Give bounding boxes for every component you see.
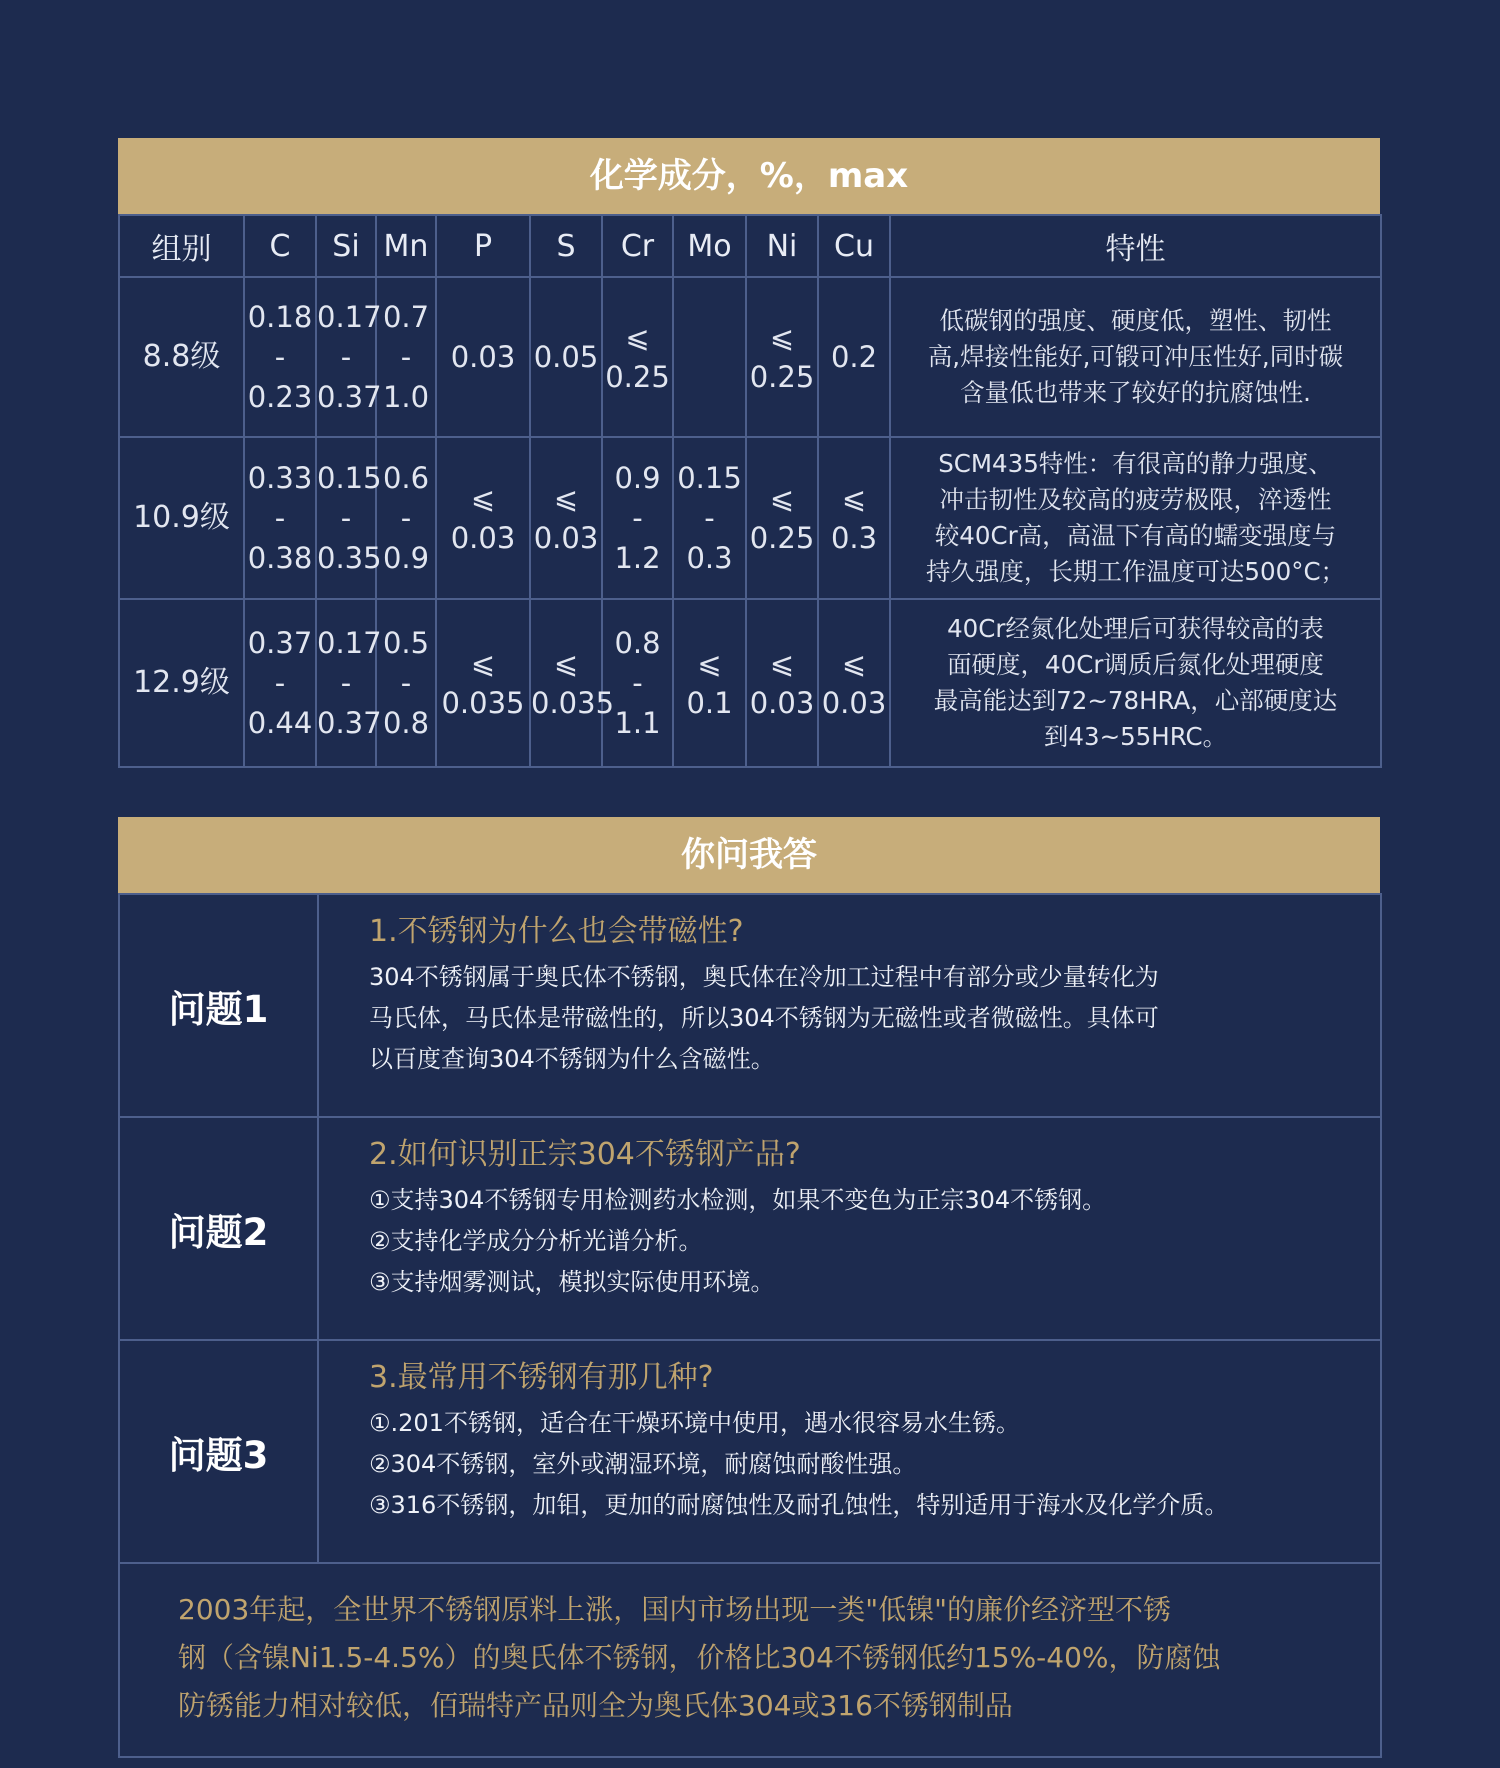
question-title: 3.最常用不锈钢有那几种? <box>369 1360 714 1395</box>
header-si: Si <box>316 215 376 277</box>
mo-cell: ⩽ 0.1 <box>673 599 746 767</box>
answer-line: 以百度查询304不锈钢为什么含磁性。 <box>369 1045 775 1073</box>
mo-cell <box>673 277 746 437</box>
note-cell <box>119 1563 1381 1757</box>
answer-line: ③316不锈钢，加钼，更加的耐腐蚀性及耐孔蚀性，特别适用于海水及化学介质。 <box>369 1491 1229 1519</box>
answer-cell <box>318 894 1381 1117</box>
answer-line: ②304不锈钢，室外或潮湿环境，耐腐蚀耐酸性强。 <box>369 1450 917 1478</box>
answer-line: ③支持烟雾测试，模拟实际使用环境。 <box>369 1268 775 1296</box>
cu-cell: ⩽ 0.03 <box>818 599 890 767</box>
header-c: C <box>244 215 316 277</box>
qa-row <box>119 894 1381 1117</box>
property-cell: SCM435特性：有很高的静力强度、 冲击韧性及较高的疲劳极限，淬透性 较40Cr高，高温下有高的蠕变强度与 持久强度，长期工作温度可达500°C； <box>890 437 1381 599</box>
ni-cell: ⩽ 0.25 <box>746 277 818 437</box>
header-s: S <box>530 215 602 277</box>
s-cell: ⩽ 0.03 <box>530 437 602 599</box>
question-title: 1.不锈钢为什么也会带磁性? <box>369 914 744 949</box>
answer-cell <box>318 1340 1381 1563</box>
cr-cell: 0.9 - 1.2 <box>602 437 673 599</box>
answer-line: 304不锈钢属于奥氏体不锈钢，奥氏体在冷加工过程中有部分或少量转化为 <box>369 963 1159 991</box>
header-ni: Ni <box>746 215 818 277</box>
cu-cell: 0.2 <box>818 277 890 437</box>
grade-cell: 8.8级 <box>119 277 244 437</box>
grade-cell: 12.9级 <box>119 599 244 767</box>
question-title: 2.如何识别正宗304不锈钢产品? <box>369 1137 801 1172</box>
question-label: 问题2 <box>119 1117 318 1340</box>
answer-line: 马氏体，马氏体是带磁性的，所以304不锈钢为无磁性或者微磁性。具体可 <box>369 1004 1159 1032</box>
mn-cell: 0.7 - 1.0 <box>376 277 436 437</box>
mn-cell: 0.6 - 0.9 <box>376 437 436 599</box>
s-cell: 0.05 <box>530 277 602 437</box>
header-mn: Mn <box>376 215 436 277</box>
p-cell: 0.03 <box>436 277 530 437</box>
answer-line: ①.201不锈钢，适合在干燥环境中使用，遇水很容易水生锈。 <box>369 1409 1020 1437</box>
property-cell: 40Cr经氮化处理后可获得较高的表 面硬度，40Cr调质后氮化处理硬度 最高能达到72~78HRA，心部硬度达 到43~55HRC。 <box>890 599 1381 767</box>
header-grade: 组别 <box>119 215 244 277</box>
si-cell: 0.15 - 0.35 <box>316 437 376 599</box>
p-cell: ⩽ 0.035 <box>436 599 530 767</box>
qa-table <box>118 893 1382 1758</box>
header-p: P <box>436 215 530 277</box>
c-cell: 0.33 - 0.38 <box>244 437 316 599</box>
s-cell: ⩽ 0.035 <box>530 599 602 767</box>
note-line: 钢（含镍Ni1.5-4.5%）的奥氏体不锈钢，价格比304不锈钢低约15%-40%，防腐蚀 <box>178 1641 1221 1674</box>
header-cr: Cr <box>602 215 673 277</box>
note-line: 2003年起，全世界不锈钢原料上涨，国内市场出现一类"低镍"的廉价经济型不锈 <box>178 1593 1172 1626</box>
c-cell: 0.18 - 0.23 <box>244 277 316 437</box>
answer-cell <box>318 1117 1381 1340</box>
chemical-composition-table <box>118 214 1382 768</box>
note-line: 防锈能力相对较低，佰瑞特产品则全为奥氏体304或316不锈钢制品 <box>178 1689 1013 1722</box>
qa-row <box>119 1117 1381 1340</box>
ni-cell: ⩽ 0.03 <box>746 599 818 767</box>
answer-line: ②支持化学成分分析光谱分析。 <box>369 1227 703 1255</box>
qa-title: 你问我答 <box>118 817 1380 893</box>
answer-line: ①支持304不锈钢专用检测药水检测，如果不变色为正宗304不锈钢。 <box>369 1186 1107 1214</box>
table-row <box>119 277 1381 437</box>
p-cell: ⩽ 0.03 <box>436 437 530 599</box>
table-row <box>119 437 1381 599</box>
note-row <box>119 1563 1381 1757</box>
cu-cell: ⩽ 0.3 <box>818 437 890 599</box>
si-cell: 0.17 - 0.37 <box>316 277 376 437</box>
question-label: 问题1 <box>119 894 318 1117</box>
property-cell: 低碳钢的强度、硬度低，塑性、韧性 高,焊接性能好,可锻可冲压性好,同时碳 含量低也带来了较好的抗腐蚀性. <box>890 277 1381 437</box>
table-row <box>119 599 1381 767</box>
si-cell: 0.17 - 0.37 <box>316 599 376 767</box>
chemical-composition-title: 化学成分，%，max <box>118 138 1380 214</box>
grade-cell: 10.9级 <box>119 437 244 599</box>
mn-cell: 0.5 - 0.8 <box>376 599 436 767</box>
qa-section <box>118 817 1380 1758</box>
header-property: 特性 <box>890 215 1381 277</box>
qa-row <box>119 1340 1381 1563</box>
cr-cell: ⩽ 0.25 <box>602 277 673 437</box>
mo-cell: 0.15 - 0.3 <box>673 437 746 599</box>
chemical-composition-section <box>118 138 1380 768</box>
cr-cell: 0.8 - 1.1 <box>602 599 673 767</box>
header-mo: Mo <box>673 215 746 277</box>
ni-cell: ⩽ 0.25 <box>746 437 818 599</box>
question-label: 问题3 <box>119 1340 318 1563</box>
c-cell: 0.37 - 0.44 <box>244 599 316 767</box>
header-cu: Cu <box>818 215 890 277</box>
table-header-row <box>119 215 1381 277</box>
